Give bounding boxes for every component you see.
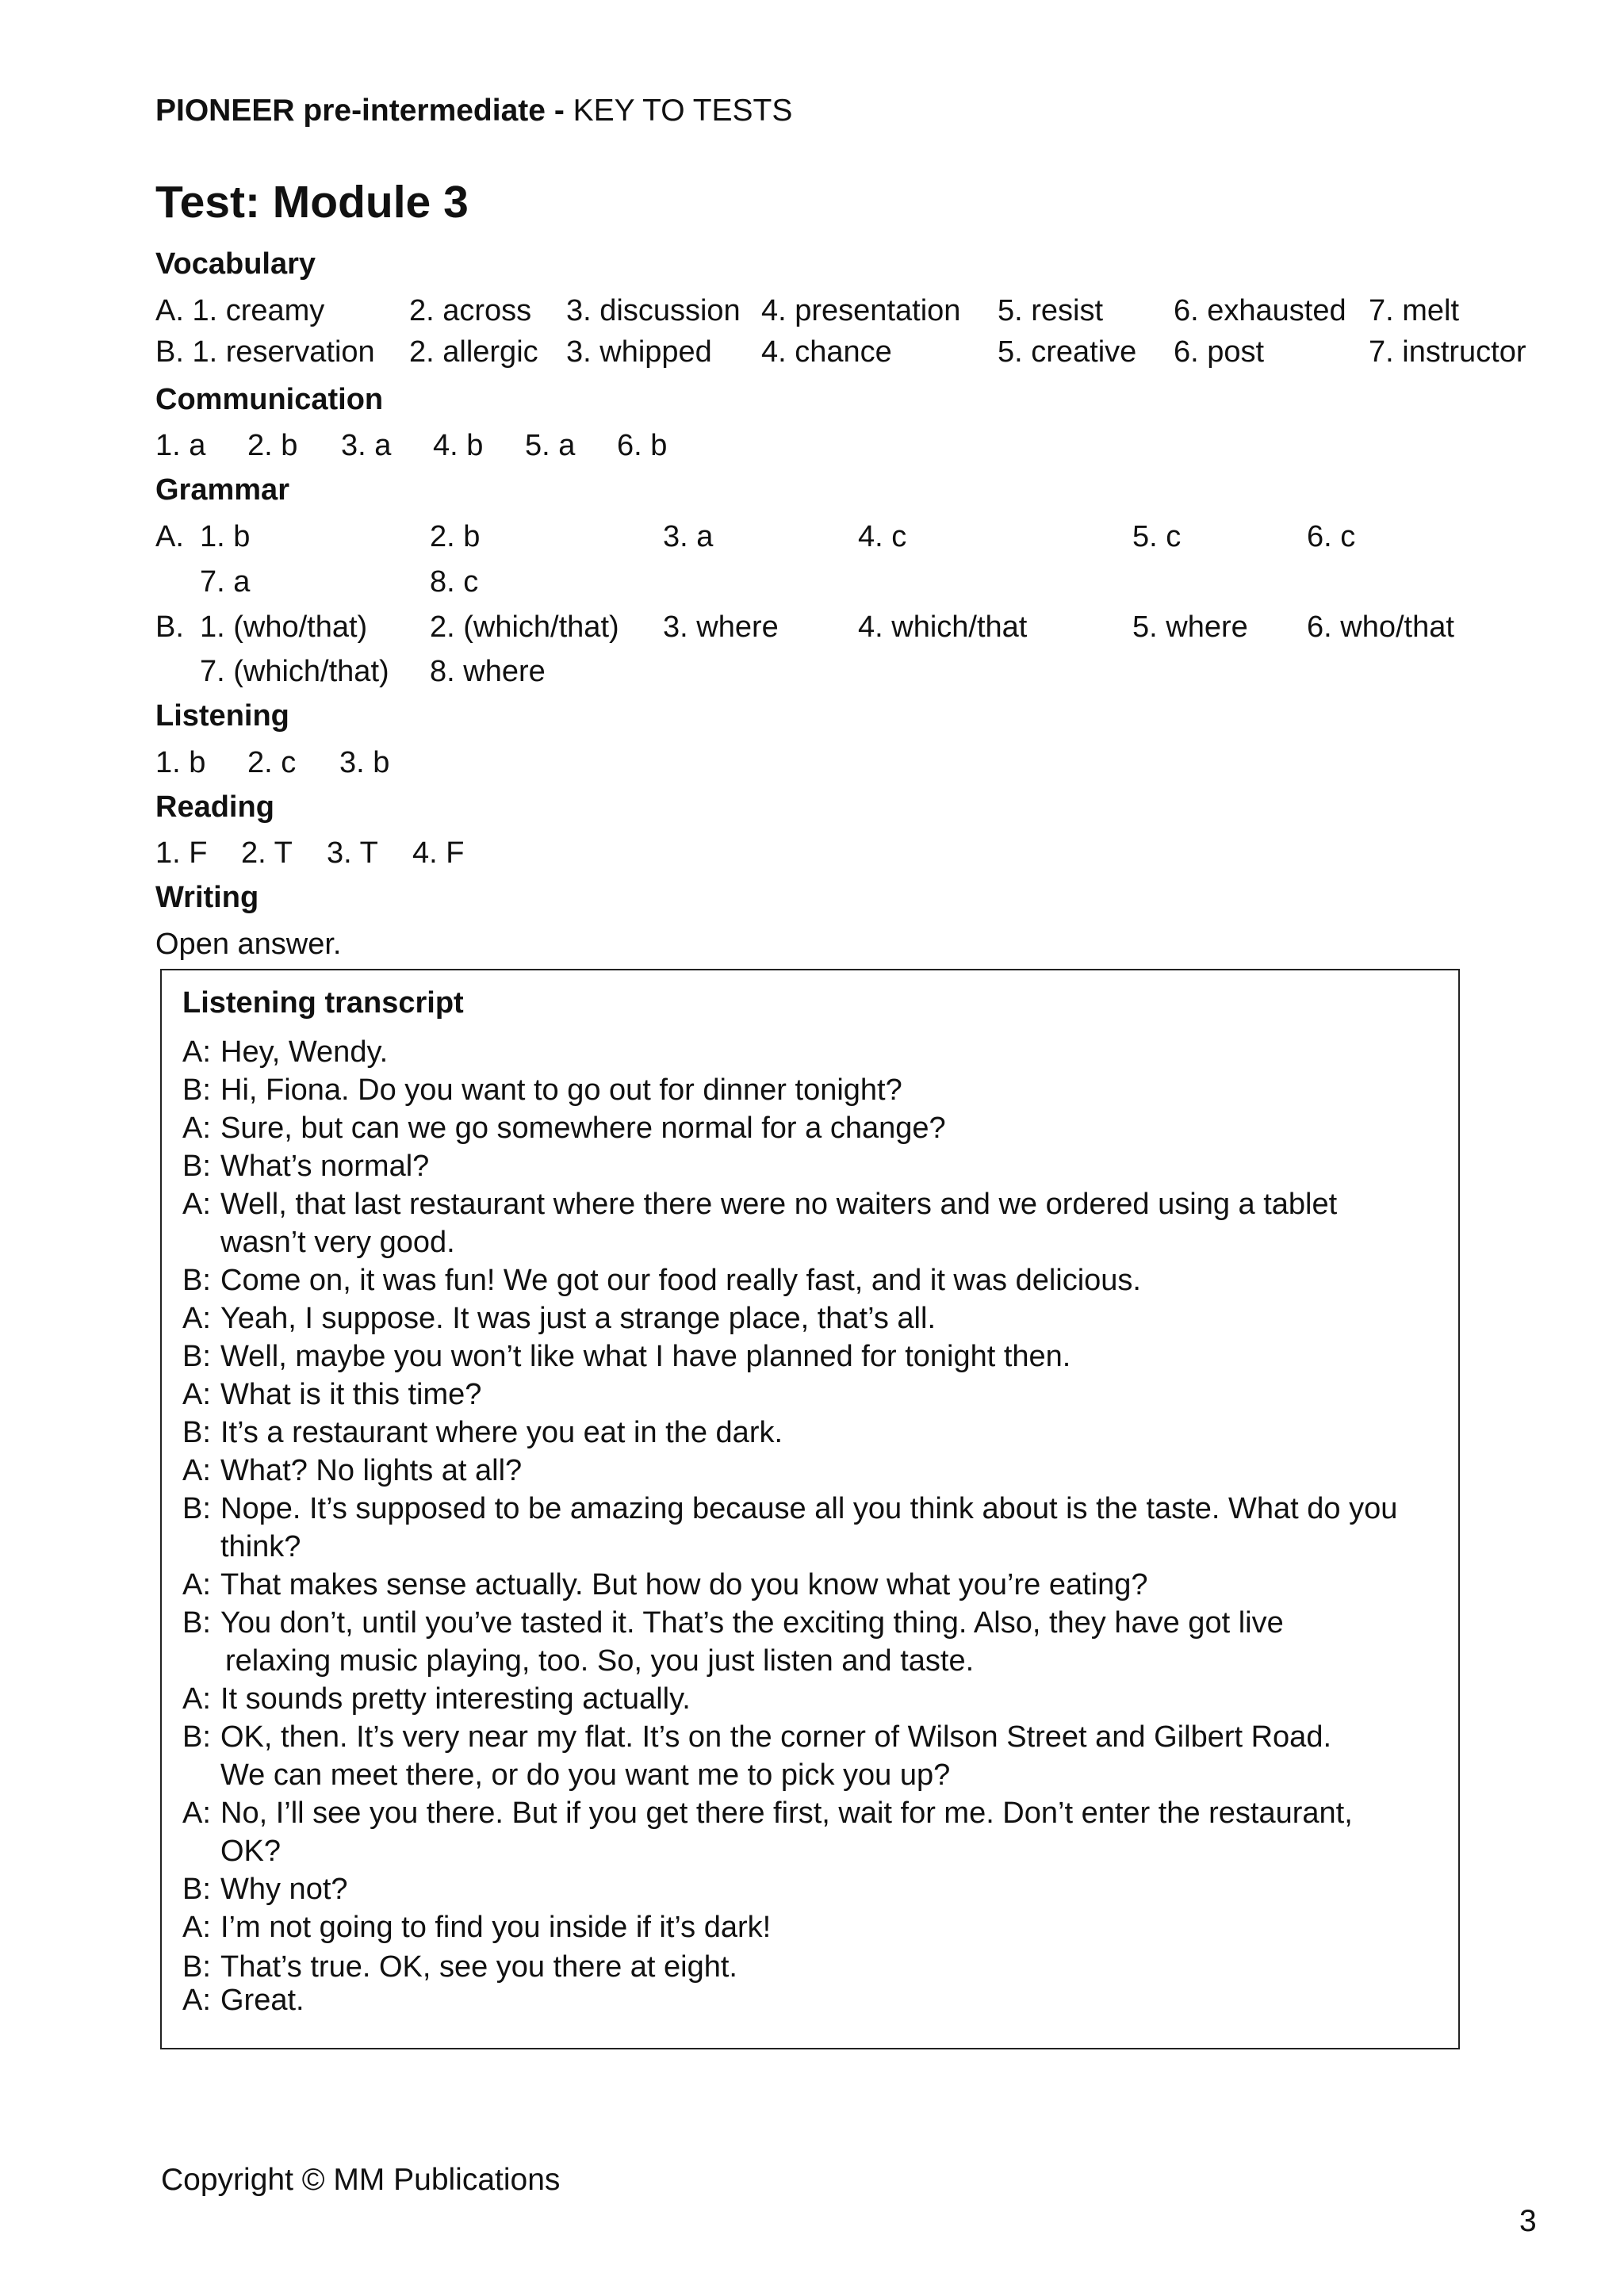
vocab-b-3: 3. whipped	[566, 335, 712, 369]
vocab-a-6: 6. exhausted	[1174, 294, 1346, 327]
grammar-b-6: 6. who/that	[1307, 610, 1454, 644]
transcript-speaker: B:	[182, 1340, 211, 1373]
grammar-a-3: 3. a	[663, 520, 714, 553]
page-number: 3	[1519, 2204, 1537, 2238]
transcript-line: Nope. It’s supposed to be amazing because all you think about is the taste. What do you	[220, 1492, 1398, 1525]
transcript-speaker: B:	[182, 1720, 211, 1754]
header-subtitle: KEY TO TESTS	[573, 94, 793, 128]
grammar-a-2: 2. b	[430, 520, 481, 553]
transcript-speaker: B:	[182, 1073, 211, 1107]
transcript-speaker: A:	[182, 1378, 211, 1411]
vocab-a-4: 4. presentation	[761, 294, 961, 327]
transcript-line: It sounds pretty interesting actually.	[220, 1682, 691, 1716]
vocab-b-5: 5. creative	[998, 335, 1137, 369]
writing-heading: Writing	[155, 881, 259, 914]
transcript-speaker: A:	[182, 1302, 211, 1335]
transcript-line: think?	[220, 1530, 301, 1563]
grammar-b-1: 1. (who/that)	[200, 610, 368, 644]
transcript-line: OK, then. It’s very near my flat. It’s on the corner of Wilson Street and Gilbert Road.	[220, 1720, 1332, 1754]
vocab-b-7: 7. instructor	[1369, 335, 1526, 369]
transcript-line: Hey, Wendy.	[220, 1035, 389, 1069]
grammar-b-2: 2. (which/that)	[430, 610, 619, 644]
vocab-b-4: 4. chance	[761, 335, 892, 369]
transcript-line: Well, maybe you won’t like what I have planned for tonight then.	[220, 1340, 1071, 1373]
header-separator: -	[553, 94, 565, 128]
transcript-speaker: B:	[182, 1606, 211, 1640]
transcript-line: I’m not going to find you inside if it’s dark!	[220, 1911, 772, 1944]
transcript-speaker: A:	[182, 1454, 211, 1487]
transcript-line: wasn’t very good.	[220, 1226, 455, 1259]
transcript-line: What is it this time?	[220, 1378, 482, 1411]
grammar-a-8: 8. c	[430, 565, 479, 599]
grammar-a-label: A.	[155, 520, 184, 553]
transcript-line: No, I’ll see you there. But if you get there first, wait for me. Don’t enter the restaurant,	[220, 1797, 1353, 1830]
comm-3: 3. a	[341, 429, 392, 462]
header-brand: PIONEER pre-intermediate	[155, 94, 546, 128]
transcript-line: We can meet there, or do you want me to pick you up?	[220, 1758, 951, 1792]
vocab-b-1: B. 1. reservation	[155, 335, 375, 369]
copyright: Copyright © MM Publications	[161, 2163, 561, 2197]
page-title: Test: Module 3	[155, 177, 469, 228]
grammar-b-label: B.	[155, 610, 184, 644]
transcript-speaker: A:	[182, 1911, 211, 1944]
vocab-a-3: 3. discussion	[566, 294, 741, 327]
grammar-a-4: 4. c	[858, 520, 907, 553]
transcript-speaker: B:	[182, 1416, 211, 1449]
transcript-speaker: B:	[182, 1264, 211, 1297]
grammar-b-3: 3. where	[663, 610, 779, 644]
comm-5: 5. a	[525, 429, 576, 462]
grammar-b-8: 8. where	[430, 655, 546, 688]
vocab-a-7: 7. melt	[1369, 294, 1460, 327]
vocabulary-heading: Vocabulary	[155, 247, 316, 281]
reading-1: 1. F	[155, 836, 208, 870]
transcript-line: That’s true. OK, see you there at eight.	[220, 1950, 737, 1984]
transcript-heading: Listening transcript	[182, 986, 464, 1020]
reading-heading: Reading	[155, 790, 274, 824]
transcript-line: Great.	[220, 1984, 304, 2017]
grammar-b-7: 7. (which/that)	[200, 655, 389, 688]
transcript-line: Hi, Fiona. Do you want to go out for dinner tonight?	[220, 1073, 902, 1107]
grammar-b-4: 4. which/that	[858, 610, 1028, 644]
transcript-line: Why not?	[220, 1873, 348, 1906]
comm-2: 2. b	[247, 429, 298, 462]
listening-1: 1. b	[155, 746, 206, 779]
transcript-line: That makes sense actually. But how do you know what you’re eating?	[220, 1568, 1148, 1601]
comm-6: 6. b	[617, 429, 668, 462]
grammar-a-6: 6. c	[1307, 520, 1356, 553]
comm-1: 1. a	[155, 429, 206, 462]
transcript-line: Come on, it was fun! We got our food really fast, and it was delicious.	[220, 1264, 1141, 1297]
transcript-speaker: A:	[182, 1797, 211, 1830]
transcript-line: Yeah, I suppose. It was just a strange place, that’s all.	[220, 1302, 936, 1335]
reading-3: 3. T	[327, 836, 378, 870]
vocab-b-6: 6. post	[1174, 335, 1265, 369]
listening-2: 2. c	[247, 746, 297, 779]
vocab-a-5: 5. resist	[998, 294, 1104, 327]
vocab-b-2: 2. allergic	[409, 335, 538, 369]
communication-heading: Communication	[155, 383, 384, 416]
transcript-line: What? No lights at all?	[220, 1454, 523, 1487]
transcript-line: You don’t, until you’ve tasted it. That’s the exciting thing. Also, they have got live	[220, 1606, 1284, 1640]
vocab-a-2: 2. across	[409, 294, 532, 327]
grammar-b-5: 5. where	[1132, 610, 1248, 644]
transcript-speaker: B:	[182, 1492, 211, 1525]
transcript-line: What’s normal?	[220, 1150, 430, 1183]
transcript-speaker: A:	[182, 1984, 211, 2017]
transcript-speaker: A:	[182, 1682, 211, 1716]
grammar-a-1: 1. b	[200, 520, 251, 553]
transcript-speaker: B:	[182, 1873, 211, 1906]
comm-4: 4. b	[433, 429, 484, 462]
reading-2: 2. T	[241, 836, 293, 870]
transcript-speaker: A:	[182, 1188, 211, 1221]
transcript-speaker: B:	[182, 1950, 211, 1984]
transcript-speaker: A:	[182, 1112, 211, 1145]
transcript-line: relaxing music playing, too. So, you just listen and taste.	[225, 1644, 975, 1678]
transcript-line: Sure, but can we go somewhere normal for a change?	[220, 1112, 946, 1145]
vocab-a-1: A. 1. creamy	[155, 294, 325, 327]
grammar-heading: Grammar	[155, 473, 289, 507]
reading-4: 4. F	[412, 836, 465, 870]
grammar-a-5: 5. c	[1132, 520, 1182, 553]
listening-heading: Listening	[155, 699, 289, 733]
writing-answer: Open answer.	[155, 928, 342, 961]
grammar-a-7: 7. a	[200, 565, 251, 599]
transcript-speaker: A:	[182, 1035, 211, 1069]
header-line	[155, 94, 792, 128]
transcript-line: Well, that last restaurant where there were no waiters and we ordered using a tablet	[220, 1188, 1338, 1221]
transcript-line: OK?	[220, 1835, 282, 1868]
transcript-speaker: A:	[182, 1568, 211, 1601]
transcript-line: It’s a restaurant where you eat in the dark.	[220, 1416, 783, 1449]
transcript-speaker: B:	[182, 1150, 211, 1183]
listening-3: 3. b	[339, 746, 390, 779]
